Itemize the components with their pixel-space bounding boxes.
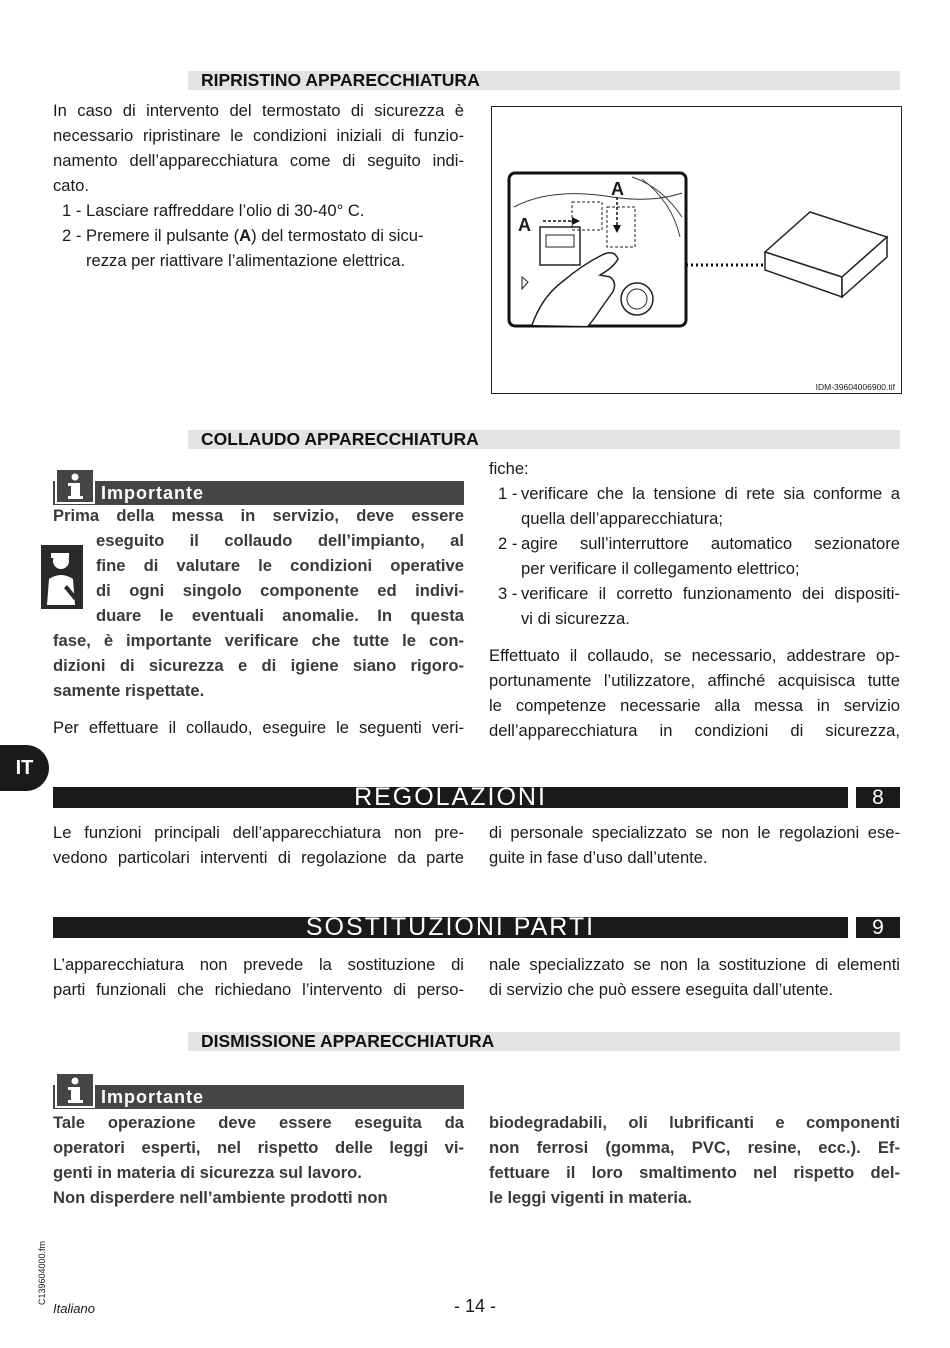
info-icon-glyph [57,1074,93,1106]
list-number: 1 - [498,484,518,503]
section-number: 9 [856,917,900,938]
list-item [521,581,900,631]
text-line: duare le eventuali anomalie. In questa [96,606,464,625]
figure-caption: IDM-39604006900.tif [815,382,895,392]
section-title-ripristino: RIPRISTINO APPARECCHIATURA [188,71,900,90]
info-icon [55,1072,95,1108]
section-number: 8 [856,787,900,808]
step-number: 2 - [62,226,82,245]
regolazioni-right [489,820,900,870]
list-number: 3 - [498,584,518,603]
text-line: Tale operazione deve essere eseguita da [53,1113,464,1132]
file-code: C139604000.fm [37,1240,47,1305]
text-line: fase, è importante verificare che tutte le con- [53,631,464,650]
text-line: verificare il corretto funzionamento dei dispositi- [521,584,900,603]
text-line: dell’apparecchiatura in condizioni di sicurezza, [489,721,900,740]
step-number: 1 - [62,201,82,220]
text-line: le leggi vigenti in materia. [489,1188,692,1207]
language-tab: IT [0,745,49,791]
text-line: In caso di intervento del termostato di sicurezza è [53,101,464,120]
text-line: vi di sicurezza. [521,609,630,628]
list-item [521,531,900,581]
text-line: parti funzionali che richiedano l’intervento di perso- [53,980,464,999]
text-line: di ogni singolo componente ed indivi- [96,581,464,600]
important-text-dismissione-right [489,1110,900,1210]
text-line: dizioni di sicurezza e di igiene siano rigoro- [53,656,464,675]
info-icon [55,468,95,504]
footer-language: Italiano [53,1301,95,1316]
important-banner: Importante [53,1085,464,1109]
text-line: necessario ripristinare le condizioni iniziali di funzio- [53,126,464,145]
figure-label-a: A [611,179,624,199]
text-line: portunamente l’utilizzatore, affinché acquisisca tutte [489,671,900,690]
text-line: samente rispettate. [53,681,205,700]
figure-thermostat [491,106,902,394]
text-line: Prima della messa in servizio, deve essere [53,506,464,525]
collaudo-right-para [489,643,900,743]
text-line: agire sull’interruttore automatico sezionatore [521,534,900,553]
text-line: eseguito il collaudo dell’impianto, al [96,531,464,550]
text-line: genti in materia di sicurezza sul lavoro. [53,1163,362,1182]
regolazioni-left [53,820,464,870]
text-line: Le funzioni principali dell’apparecchiatura non pre- [53,823,464,842]
step-text-bold: A [239,226,252,245]
text-line: nale specializzato se non la sostituzione di elementi [489,955,900,974]
step-text [86,223,464,248]
text-line: Effettuato il collaudo, se necessario, addestrare op- [489,646,900,665]
text-line: operatori esperti, nel rispetto delle leggi vi- [53,1138,464,1157]
important-text-collaudo [53,503,464,703]
step-text-part: ) del termostato di sicu- [251,226,424,245]
section-title-sostituzioni: SOSTITUZIONI PARTI [53,917,848,938]
info-icon-glyph [57,470,93,502]
text-line: Non disperdere nell’ambiente prodotti non [53,1188,388,1207]
text-line: fettuare il loro smaltimento nel rispetto del- [489,1163,900,1182]
important-banner: Importante [53,481,464,505]
text-line: le competenze necessarie alla messa in servizio [489,696,900,715]
text-line: fine di valutare le condizioni operative [96,556,464,575]
text-line: namento dell’apparecchiatura come di seguito indi- [53,151,464,170]
text-line: di servizio che può essere eseguita dall’utente. [489,980,834,999]
ripristino-intro [53,98,464,198]
list-item [521,481,900,531]
sostituzioni-right [489,952,900,1002]
section-title-dismissione: DISMISSIONE APPARECCHIATURA [188,1032,900,1051]
text-line: L’apparecchiatura non prevede la sostituzione di [53,955,464,974]
text-line: biodegradabili, oli lubrificanti e componenti [489,1113,900,1132]
text-line: non ferrosi (gomma, PVC, resine, ecc.). Ef- [489,1138,900,1157]
text-line: cato. [53,176,89,195]
figure-illustration [492,107,901,393]
text-line: guite in fase d’uso dall’utente. [489,848,708,867]
collaudo-right-first: fiche: [489,459,529,478]
text-line: di personale specializzato se non le regolazioni ese- [489,823,900,842]
text-line: quella dell’apparecchiatura; [521,509,724,528]
step-text: Lasciare raffreddare l’olio di 30-40° C. [86,201,365,220]
page-number: - 14 - [453,1296,496,1316]
collaudo-left-para: Per effettuare il collaudo, eseguire le seguenti veri- [53,718,464,737]
figure-label-a: A [518,215,531,235]
step-text: rezza per riattivare l’alimentazione elettrica. [86,251,406,270]
text-line: verificare che la tensione di rete sia conforme a [521,484,900,503]
text-line: per verificare il collegamento elettrico; [521,559,800,578]
section-title-regolazioni: REGOLAZIONI [53,787,848,808]
step-text-part: Premere il pulsante ( [86,226,240,245]
important-text-dismissione-left [53,1110,464,1210]
list-number: 2 - [498,534,518,553]
text-line: vedono particolari interventi di regolazione da parte [53,848,464,867]
section-title-collaudo: COLLAUDO APPARECCHIATURA [188,430,900,449]
sostituzioni-left [53,952,464,1002]
